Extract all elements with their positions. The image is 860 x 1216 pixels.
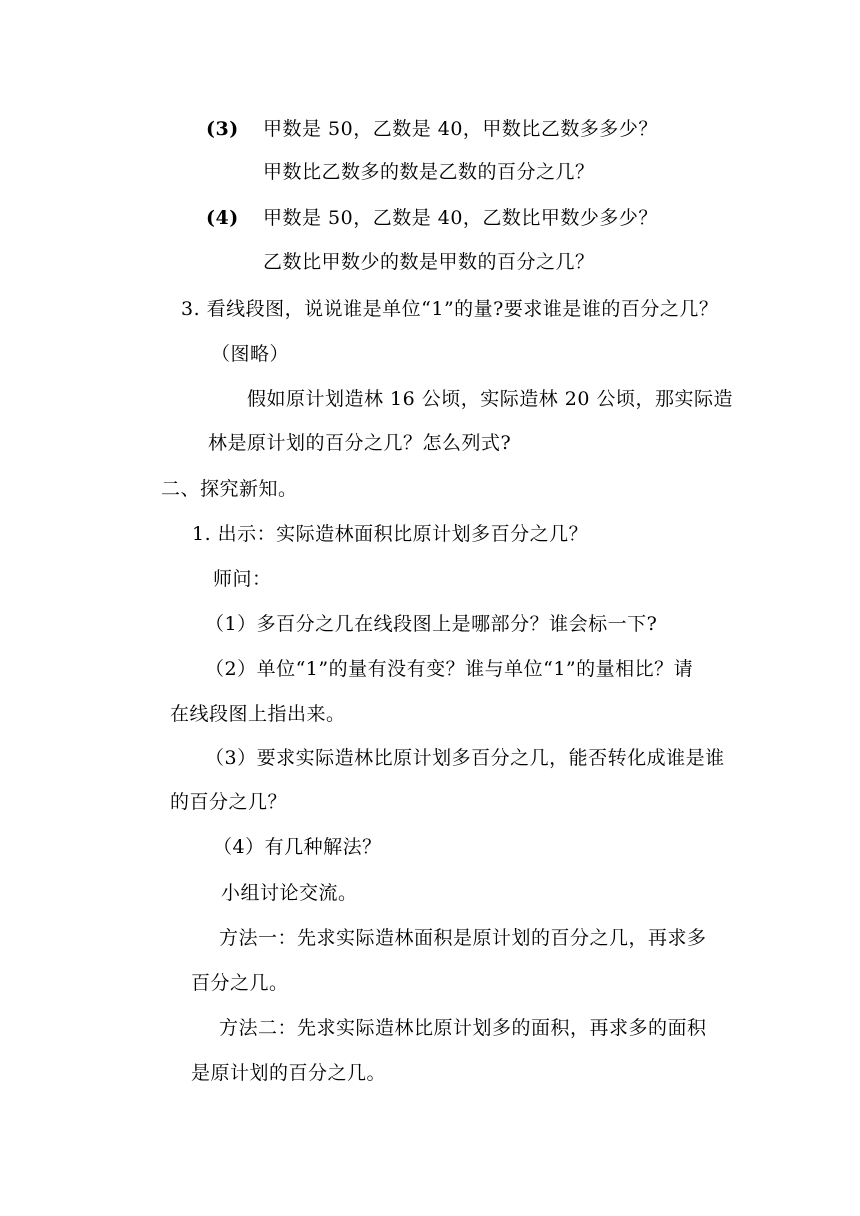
figure-omitted-note: （图略） — [211, 343, 290, 365]
section-heading-explore: 二、探究新知。 — [161, 478, 298, 500]
exercise-3-heading: 3. 看线段图，说说谁是单位“1”的量?要求谁是谁的百分之几？ — [181, 298, 719, 320]
item-number-4: (4) — [206, 207, 239, 229]
problem-text-line-1: 假如原计划造林 16 公顷，实际造林 20 公顷，那实际造 — [247, 388, 734, 410]
method-1-line-2: 百分之几。 — [191, 972, 289, 994]
method-2-line-2: 是原计划的百分之几。 — [191, 1062, 387, 1084]
method-2-line-1: 方法二：先求实际造林比原计划多的面积，再求多的面积 — [219, 1017, 707, 1039]
item-number-3: (3) — [206, 118, 239, 140]
problem-text-line-2: 林是原计划的百分之几？怎么列式? — [208, 432, 512, 454]
teacher-question-2-line-2: 在线段图上指出来。 — [170, 703, 346, 725]
teacher-asks-label: 师问： — [213, 568, 272, 590]
teacher-question-4: （4）有几种解法？ — [213, 836, 382, 858]
teacher-question-1: （1）多百分之几在线段图上是哪部分？谁会标一下? — [205, 613, 658, 635]
item-1-heading: 1. 出示：实际造林面积比原计划多百分之几？ — [192, 523, 589, 545]
method-1-line-1: 方法一：先求实际造林面积是原计划的百分之几，再求多 — [219, 927, 707, 949]
question-3-line-1: 甲数是 50，乙数是 40，甲数比乙数多多少？ — [263, 118, 658, 140]
question-3-line-2: 甲数比乙数多的数是乙数的百分之几？ — [263, 161, 595, 183]
teacher-question-3-line-2: 的百分之几？ — [170, 791, 288, 813]
group-discussion: 小组讨论交流。 — [221, 882, 358, 904]
teacher-question-2-line-1: （2）单位“1”的量有没有变？谁与单位“1”的量相比？请 — [205, 658, 694, 680]
question-4-line-1: 甲数是 50，乙数是 40，乙数比甲数少多少？ — [263, 207, 658, 229]
question-4-line-2: 乙数比甲数少的数是甲数的百分之几？ — [263, 251, 595, 273]
teacher-question-3-line-1: （3）要求实际造林比原计划多百分之几，能否转化成谁是谁 — [205, 747, 725, 769]
